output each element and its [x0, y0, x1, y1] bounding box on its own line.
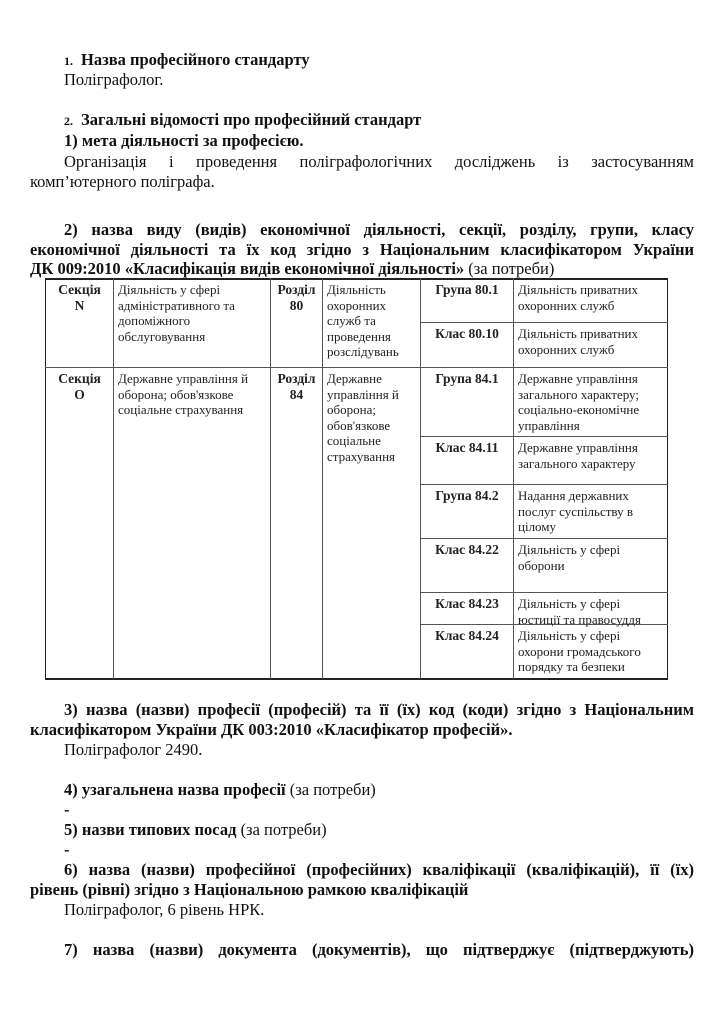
item-5-note: (за потреби) [236, 820, 327, 839]
group-name: Надання державних послуг суспільству в цілому [518, 488, 634, 534]
class-name: Державне управління загального характеру [518, 440, 638, 471]
class-code: Клас 84.23 [435, 596, 499, 611]
item-4-title: 4) узагальнена назва професії [64, 780, 286, 799]
item-7-line-1: 7) назва (назви) документа (документів), що підтверджує (підтверджують) [64, 940, 694, 959]
item-3-value: Поліграфолог 2490. [64, 740, 203, 759]
section-n-code [46, 280, 113, 315]
class-name: Діяльність у сфері охорони громадського порядку та безпеки [518, 628, 641, 674]
group-code: Група 80.1 [435, 282, 499, 297]
row-divider [45, 367, 668, 368]
item-4-note: (за потреби) [285, 780, 376, 799]
section-letter: N [74, 297, 85, 313]
economic-activity-table [45, 278, 668, 679]
division-label: Розділ [277, 371, 316, 386]
group-code: Група 84.1 [435, 371, 499, 386]
item-2-line-3 [30, 259, 554, 279]
item-3-line-1: 3) назва (назви) професії (професій) та її (їх) код (коди) згідно з Національним [64, 700, 694, 719]
section-2-number: 2. [64, 114, 73, 128]
class-code: Клас 84.22 [435, 542, 499, 557]
section-1-heading [64, 50, 310, 71]
section-o-name: Державне управління й оборона; обов'язкове соціальне страхування [118, 371, 249, 417]
item-3-line-2: класифікатором України ДК 003:2010 «Класифікатор професій». [30, 720, 513, 739]
section-letter: O [74, 386, 85, 402]
table-bottom-border [45, 678, 668, 680]
section-label: Секція [58, 282, 101, 297]
section-n-name: Діяльність у сфері адміністративного та допоміжного обслуговування [118, 282, 235, 344]
col-divider [270, 278, 271, 679]
class-code: Клас 84.24 [435, 628, 499, 643]
item-5-title: 5) назви типових посад [64, 820, 237, 839]
division-80-code [271, 280, 322, 315]
group-code: Група 84.2 [435, 488, 499, 503]
group-name: Державне управління загального характеру; соціально-економічне управління [518, 371, 640, 433]
row-divider [420, 322, 668, 323]
item-6-line-2: рівень (рівні) згідно з Національною рамкою кваліфікацій [30, 880, 469, 899]
section-2-heading [64, 110, 421, 131]
section-o-code [46, 369, 113, 404]
division-84-code [271, 369, 322, 404]
section-1-value: Поліграфолог. [64, 70, 164, 89]
item-6-value: Поліграфолог, 6 рівень НРК. [64, 900, 265, 919]
division-number: 84 [289, 386, 304, 402]
table-right-border [667, 278, 668, 679]
row-divider [420, 538, 668, 539]
section-1-number: 1. [64, 54, 73, 68]
group-name: Діяльність приватних охоронних служб [518, 282, 638, 313]
row-divider [420, 484, 668, 485]
division-80-name: Діяльність охоронних служб та проведення розслідувань [327, 282, 399, 359]
table-left-border [45, 278, 46, 679]
class-code: Клас 80.10 [435, 326, 499, 341]
section-1-title: Назва професійного стандарту [81, 50, 310, 69]
item-4-heading [64, 780, 376, 800]
item-4-value: - [64, 800, 70, 819]
row-divider [420, 436, 668, 437]
classifier-name: ДК 009:2010 «Класифікація видів економічної діяльності» [30, 259, 465, 278]
item-2-line-1: 2) назва виду (видів) економічної діяльності, секції, розділу, групи, класу [64, 220, 694, 239]
division-84-name: Державне управління й оборона; обов'язкове соціальне страхування [327, 371, 399, 464]
section-label: Секція [58, 371, 101, 386]
class-name: Діяльність у сфері юстиції та правосуддя [518, 596, 641, 627]
item-5-value: - [64, 840, 70, 859]
class-code: Клас 84.11 [435, 440, 499, 455]
item-2-line-2: економічної діяльності та їх код згідно з Національним класифікатором України [30, 240, 694, 259]
division-number: 80 [289, 297, 304, 313]
item-6-line-1: 6) назва (назви) професійної (професійних) кваліфікації (кваліфікацій), її (їх) [64, 860, 694, 879]
row-divider [420, 592, 668, 593]
item-5-heading [64, 820, 327, 840]
as-needed-note: (за потреби) [464, 259, 555, 278]
item-1-text-line-1: Організація і проведення поліграфологічних досліджень із застосуванням [64, 152, 694, 171]
division-label: Розділ [277, 282, 316, 297]
item-1-text-line-2: комп’ютерного поліграфа. [30, 172, 215, 191]
class-name: Діяльність у сфері оборони [518, 542, 621, 573]
item-1-heading: 1) мета діяльності за професією. [64, 131, 304, 150]
class-name: Діяльність приватних охоронних служб [518, 326, 638, 357]
section-2-title: Загальні відомості про професійний стандарт [81, 110, 422, 129]
